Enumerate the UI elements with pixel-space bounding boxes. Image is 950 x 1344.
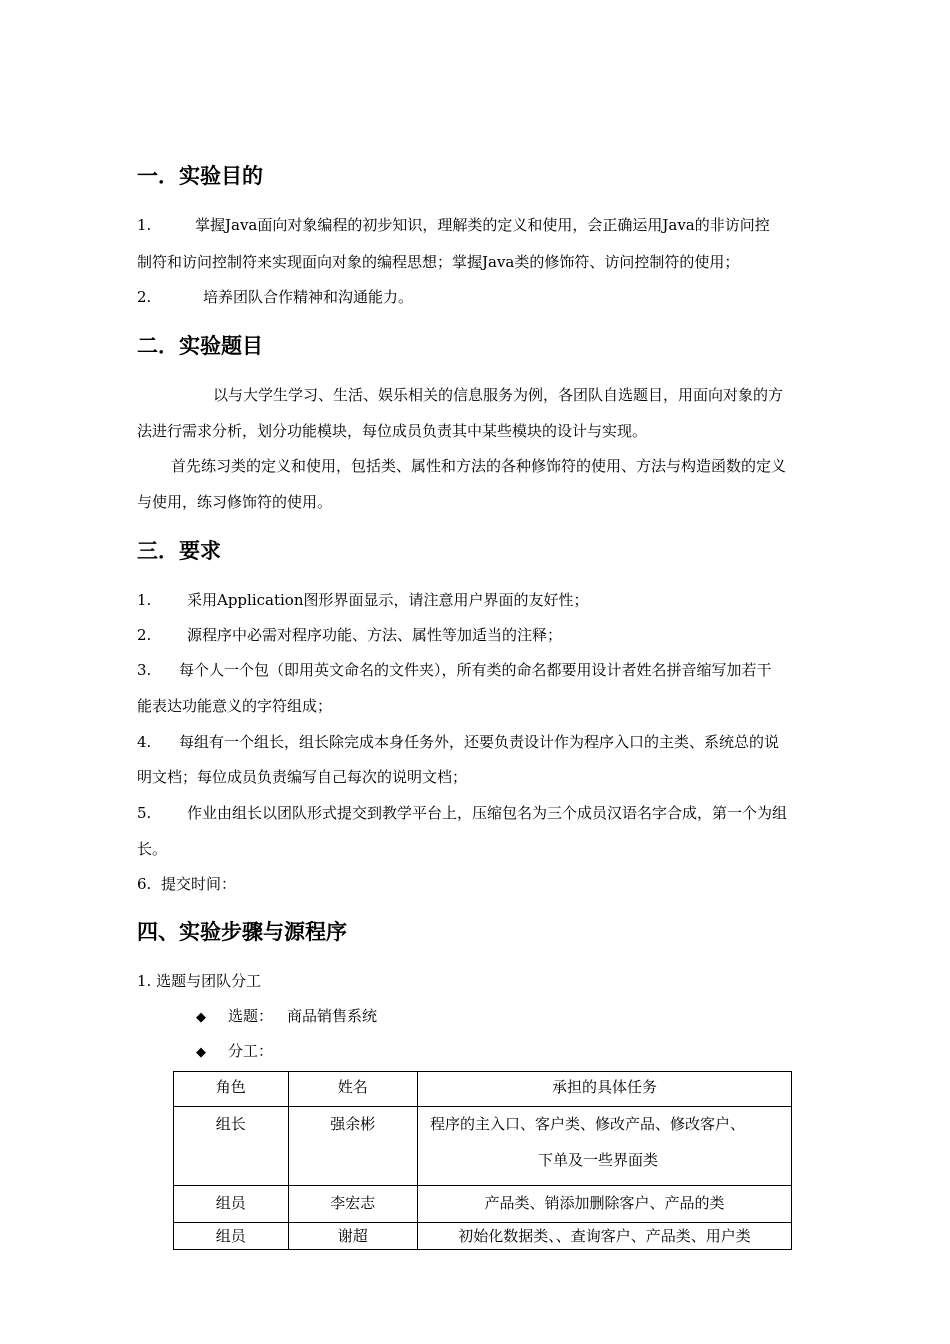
s3-item-1-text: 采用Application图形界面显示，请注意用户界面的友好性； [187, 591, 589, 609]
s1-item-1-line-2: 制符和访问控制符来实现面向对象的编程思想；掌握Java类的修饰符、访问控制符的使用； [137, 253, 740, 271]
cell-task: 产品类、销添加删除客户、产品的类 [418, 1186, 792, 1223]
cell-task [418, 1107, 792, 1186]
header-role: 角色 [174, 1072, 289, 1107]
s3-item-5-number: 5. [137, 804, 152, 822]
cell-role: 组长 [174, 1107, 289, 1186]
topic-value: 商品销售系统 [287, 1007, 378, 1025]
s3-item-3-number: 3. [137, 661, 152, 679]
s3-item-5-text-1: 作业由组长以团队形式提交到教学平台上，压缩包名为三个成员汉语名字合成，第一个为组 [187, 804, 788, 822]
diamond-bullet-icon: ◆ [196, 1045, 206, 1060]
table-header-row [174, 1072, 792, 1107]
s3-item-1 [137, 589, 589, 611]
s2-para-2-line-2: 与使用，练习修饰符的使用。 [137, 493, 333, 511]
s3-item-5-line-1 [137, 802, 787, 824]
s1-item-1-line-1 [137, 214, 770, 236]
s3-item-6 [137, 873, 236, 895]
s1-item-1-text-1: 掌握Java面向对象编程的初步知识，理解类的定义和使用，会正确运用Java的非访问控 [195, 216, 770, 234]
s3-item-1-number: 1. [137, 591, 152, 609]
s3-item-4-number: 4. [137, 733, 152, 751]
s3-item-6-text: 提交时间： [161, 875, 237, 893]
s3-item-2 [137, 624, 562, 646]
section-2-title: 二．实验题目 [137, 334, 263, 358]
cell-role: 组员 [174, 1186, 289, 1223]
s3-item-4-text-1: 每组有一个组长，组长除完成本身任务外，还要负责设计作为程序入口的主类、系统总的说 [179, 733, 780, 751]
s1-item-2-text: 培养团队合作精神和沟通能力。 [203, 288, 414, 306]
s3-item-4-line-2: 明文档；每位成员负责编写自己每次的说明文档； [137, 768, 468, 786]
s3-item-5-line-2: 长。 [137, 840, 168, 858]
cell-task: 初始化数据类、、查询客户、产品类、用户类 [418, 1223, 792, 1250]
diamond-bullet-icon: ◆ [196, 1010, 206, 1025]
s3-item-4-line-1 [137, 731, 779, 753]
s1-item-1-number: 1. [137, 216, 152, 234]
s3-item-3-text-1: 每个人一个包（即用英文命名的文件夹），所有类的命名都要用设计者姓名拼音缩写加若干 [179, 661, 772, 679]
table-row [174, 1107, 792, 1186]
topic-label: 选题： [228, 1007, 274, 1025]
header-task: 承担的具体任务 [418, 1072, 792, 1107]
cell-name: 李宏志 [288, 1186, 417, 1223]
s3-item-3-line-1 [137, 659, 772, 681]
cell-task-line-2: 下单及一些界面类 [538, 1151, 659, 1169]
cell-task-line-1: 程序的主入口、客户类、修改产品、修改客户、 [430, 1115, 746, 1133]
cell-role: 组员 [174, 1223, 289, 1250]
team-division-table [173, 1071, 792, 1250]
s3-item-3-line-2: 能表达功能意义的字符组成； [137, 697, 333, 715]
section-1-title: 一．实验目的 [137, 164, 263, 188]
s1-item-2-number: 2. [137, 288, 152, 306]
s2-para-2-line-1: 首先练习类的定义和使用，包括类、属性和方法的各种修饰符的使用、方法与构造函数的定义 [171, 457, 787, 475]
section-4-title: 四、实验步骤与源程序 [137, 920, 347, 944]
s1-item-2 [137, 286, 413, 308]
section-3-title: 三．要求 [137, 539, 221, 563]
cell-name: 谢超 [288, 1223, 417, 1250]
table-row [174, 1186, 792, 1223]
division-bullet-item [196, 1040, 273, 1064]
s3-item-6-number: 6. [137, 875, 152, 893]
s2-para-1-line-2: 法进行需求分析，划分功能模块，每位成员负责其中某些模块的设计与实现。 [137, 422, 648, 440]
s4-subheading-1: 1. 选题与团队分工 [137, 972, 262, 990]
table-row [174, 1223, 792, 1250]
s2-para-1-line-1: 以与大学生学习、生活、娱乐相关的信息服务为例，各团队自选题目，用面向对象的方 [213, 386, 784, 404]
cell-name: 强余彬 [288, 1107, 417, 1186]
topic-bullet-item [196, 1005, 377, 1029]
s3-item-2-number: 2. [137, 626, 152, 644]
division-label: 分工： [228, 1042, 274, 1060]
header-name: 姓名 [288, 1072, 417, 1107]
s3-item-2-text: 源程序中必需对程序功能、方法、属性等加适当的注释； [187, 626, 563, 644]
